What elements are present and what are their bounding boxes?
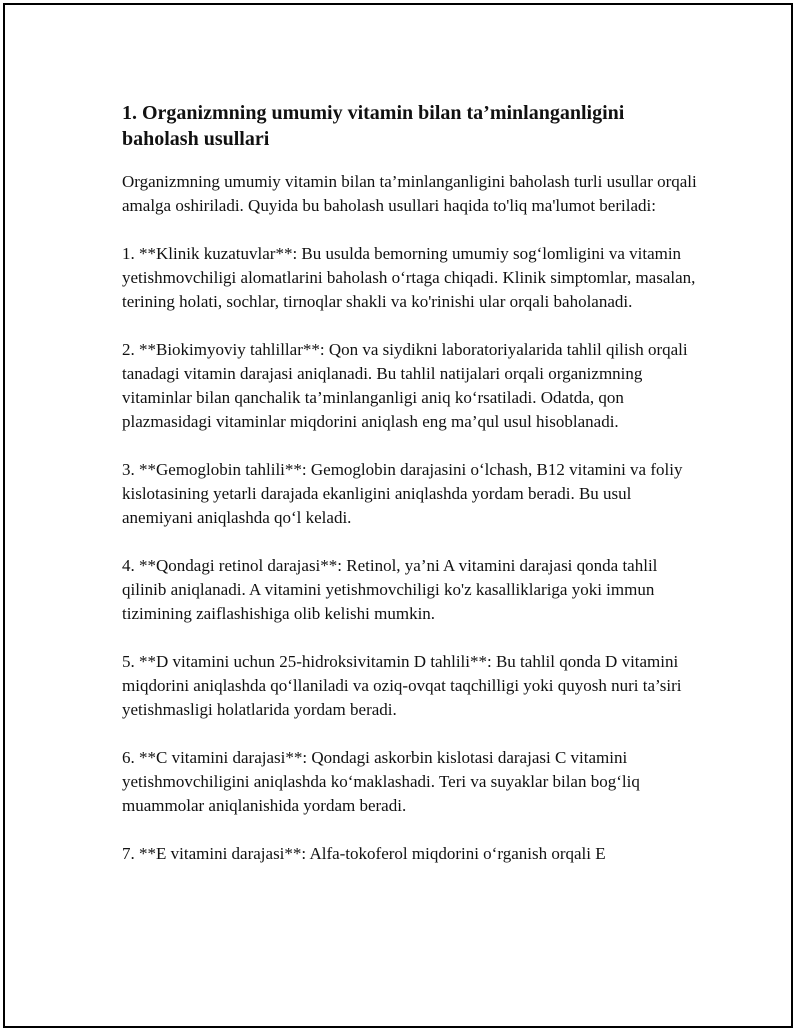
list-item: 4. **Qondagi retinol darajasi**: Retinol, ya’ni A vitamini darajasi qonda tahlil qilinib aniqlanadi. A vitamini yetishmovchiligi ko'z kasalliklariga yoki immun tizimining zaiflashishiga olib kelishi mumkin.	[122, 556, 658, 623]
list-item: 3. **Gemoglobin tahlili**: Gemoglobin darajasini o‘lchash, B12 vitamini va foliy kislotasining yetarli darajada ekanligini aniqlashda yordam beradi. Bu usul anemiyani aniqlashda qo‘l keladi.	[122, 460, 683, 527]
list-item: 1. **Klinik kuzatuvlar**: Bu usulda bemorning umumiy sog‘lomligini va vitamin yetishmovchiligi alomatlarini baholash o‘rtaga chiqadi. Klinik simptomlar, masalan, terining holati, sochlar, tirnoqlar shakli va ko'rinishi ular orqali baholanadi.	[122, 244, 696, 311]
list-item: 6. **C vitamini darajasi**: Qondagi askorbin kislotasi darajasi C vitamini yetishmovchiligini aniqlashda ko‘maklashadi. Teri va suyaklar bilan bog‘liq muammolar aniqlanishida yordam beradi.	[122, 748, 640, 815]
list-item: 5. **D vitamini uchun 25-hidroksivitamin D tahlili**: Bu tahlil qonda D vitamini miqdorini aniqlashda qo‘llaniladi va oziq-ovqat taqchilligi yoki quyosh nuri ta’siri yetishmasligi holatlarida yordam beradi.	[122, 652, 682, 719]
list-item: 2. **Biokimyoviy tahlillar**: Qon va siydikni laboratoriyalarida tahlil qilish orqali tanadagi vitamin darajasi aniqlanadi. Bu tahlil natijalari orqali organizmning vitaminlar bilan qanchalik ta’minlanganligi aniq ko‘rsatiladi. Odatda, qon plazmasidagi vitaminlar miqdorini aniqlash eng ma’qul usul hisoblanadi.	[122, 340, 688, 431]
page-frame	[3, 3, 793, 1028]
document-title: 1. Organizmning umumiy vitamin bilan ta’minlanganligini baholash usullari	[122, 102, 625, 150]
intro-paragraph: Organizmning umumiy vitamin bilan ta’minlanganligini baholash turli usullar orqali amalga oshiriladi. Quyida bu baholash usullari haqida to'liq ma'lumot beriladi:	[122, 172, 697, 215]
document-body	[122, 100, 702, 890]
list-item: 7. **E vitamini darajasi**: Alfa-tokoferol miqdorini o‘rganish orqali E	[122, 844, 606, 863]
